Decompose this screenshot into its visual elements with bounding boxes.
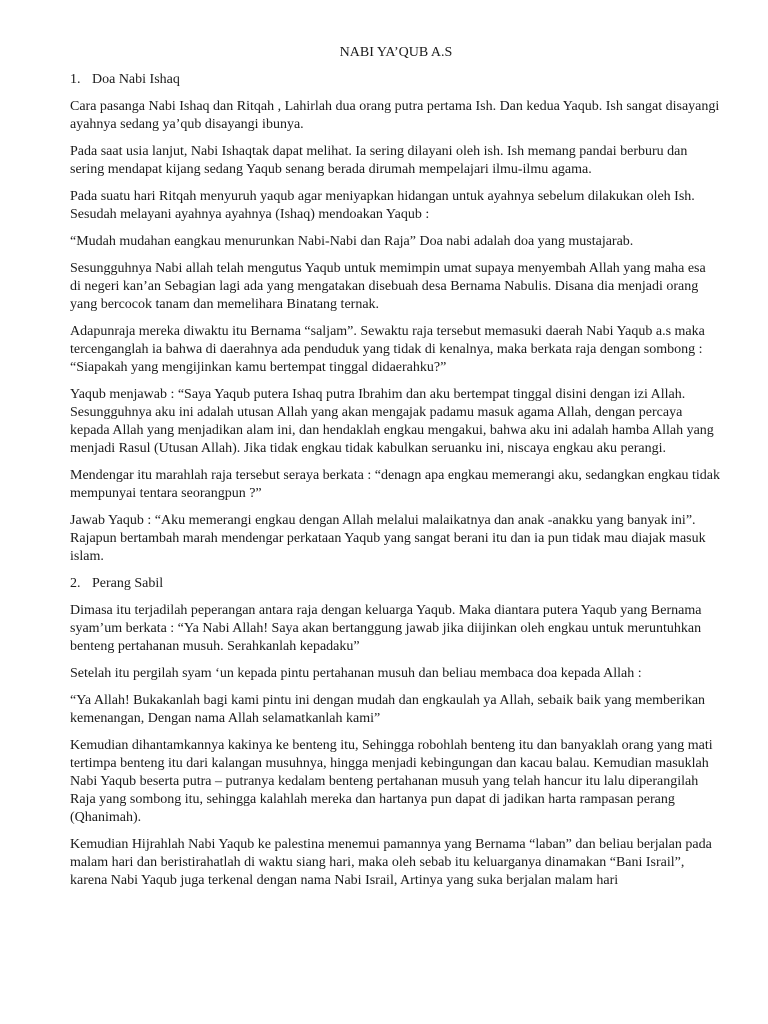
section-heading-1: [70, 71, 720, 89]
section-heading-2: [70, 575, 720, 593]
document-body: [70, 44, 720, 899]
paragraph: Mendengar itu marahlah raja tersebut seraya berkata : “denagn apa engkau memerangi aku, sedangkan engkau tidak mempunyai tentara seorangpun ?”: [70, 468, 720, 501]
paragraph: “Ya Allah! Bukakanlah bagi kami pintu ini dengan mudah dan engkaulah ya Allah, sebaik baik yang memberikan kemenangan, Dengan nama Allah selamatkanlah kami”: [70, 693, 706, 726]
section-number: 1.: [70, 72, 81, 87]
paragraph: Pada suatu hari Ritqah menyuruh yaqub agar meniyapkan hidangan untuk ayahnya sebelum dilakukan oleh Ish. Sesudah melayani ayahnya ayahnya (Ishaq) mendoakan Yaqub :: [70, 189, 695, 222]
section-title: Perang Sabil: [92, 576, 164, 591]
paragraph: Adapunraja mereka diwaktu itu Bernama “saljam”. Sewaktu raja tersebut memasuki daerah Nabi Yaqub a.s maka tercenganglah ia bahwa di daerahnya ada penduduk yang tidak di kenalnya, maka berkata raja dengan sombong : “Siapakah yang mengijinkan kamu bertempat tinggal didaerahku?”: [70, 324, 705, 375]
section-title: Doa Nabi Ishaq: [92, 72, 180, 87]
paragraph: Kemudian dihantamkannya kakinya ke benteng itu, Sehingga robohlah benteng itu dan banyaklah orang yang mati tertimpa benteng itu dari kalangan musuhnya, hingga menjadi kebingungan dan kacau balau. Kemudian masuklah Nabi Yaqub beserta putra – putranya kedalam benteng pertahanan musuh yang telah hancur itu lalu diperangilah Raja yang sombong itu, sehingga kalahlah mereka dan hartanya pun dapat di jadikan harta rampasan perang (Qhanimah).: [70, 738, 713, 825]
page-title: NABI YA’QUB A.S: [339, 45, 453, 60]
section-number: 2.: [70, 576, 81, 591]
paragraph: Setelah itu pergilah syam ‘un kepada pintu pertahanan musuh dan beliau membaca doa kepada Allah :: [70, 666, 642, 681]
paragraph: Cara pasanga Nabi Ishaq dan Ritqah , Lahirlah dua orang putra pertama Ish. Dan kedua Yaqub. Ish sangat disayangi ayahnya sedang ya’qub disayangi ibunya.: [70, 99, 720, 132]
paragraph: Jawab Yaqub : “Aku memerangi engkau dengan Allah melalui malaikatnya dan anak -anakku yang banyak ini”. Rajapun bertambah marah mendengar perkataan Yaqub yang sangat berani itu dan ia pun tidak mau diajak masuk islam.: [70, 513, 706, 564]
paragraph: Kemudian Hijrahlah Nabi Yaqub ke palestina menemui pamannya yang Bernama “laban” dan beliau berjalan pada malam hari dan beristirahatlah di waktu siang hari, maka oleh sebab itu keluarganya dinamakan “Bani Israil”, karena Nabi Yaqub juga terkenal dengan nama Nabi Israil, Artinya yang suka berjalan malam hari: [70, 837, 712, 888]
paragraph: “Mudah mudahan eangkau menurunkan Nabi-Nabi dan Raja” Doa nabi adalah doa yang mustajarab.: [70, 234, 634, 249]
paragraph: Dimasa itu terjadilah peperangan antara raja dengan keluarga Yaqub. Maka diantara putera Yaqub yang Bernama syam’um berkata : “Ya Nabi Allah! Saya akan bertanggung jawab jika diijinkan oleh engkau untuk meruntuhkan benteng pertahanan musuh. Serahkanlah kepadaku”: [70, 603, 702, 654]
paragraph: Sesungguhnya Nabi allah telah mengutus Yaqub untuk memimpin umat supaya menyembah Allah yang maha esa di negeri kan’an Sebagian lagi ada yang mengatakan disebuah desa Bernama Nabulis. Disana dia menjadi orang yang bercocok tanam dan memelihara Binatang ternak.: [70, 261, 706, 312]
paragraph: Yaqub menjawab : “Saya Yaqub putera Ishaq putra Ibrahim dan aku bertempat tinggal disini dengan izi Allah. Sesungguhnya aku ini adalah utusan Allah yang akan mengajak padamu masuk agama Allah, dengan percaya kepada Allah yang menjadikan alam ini, dan hendaklah engkau mengakui, bahwa aku ini adalah hamba Allah yang menjadi Rasul (Utusan Allah). Jika tidak engkau tidak kabulkan seruanku ini, niscaya engkau aku perangi.: [70, 387, 714, 456]
paragraph: Pada saat usia lanjut, Nabi Ishaqtak dapat melihat. Ia sering dilayani oleh ish. Ish memang pandai berburu dan sering mendapat kijang sedang Yaqub senang berada dirumah mempelajari ilmu-ilmu agama.: [70, 144, 688, 177]
